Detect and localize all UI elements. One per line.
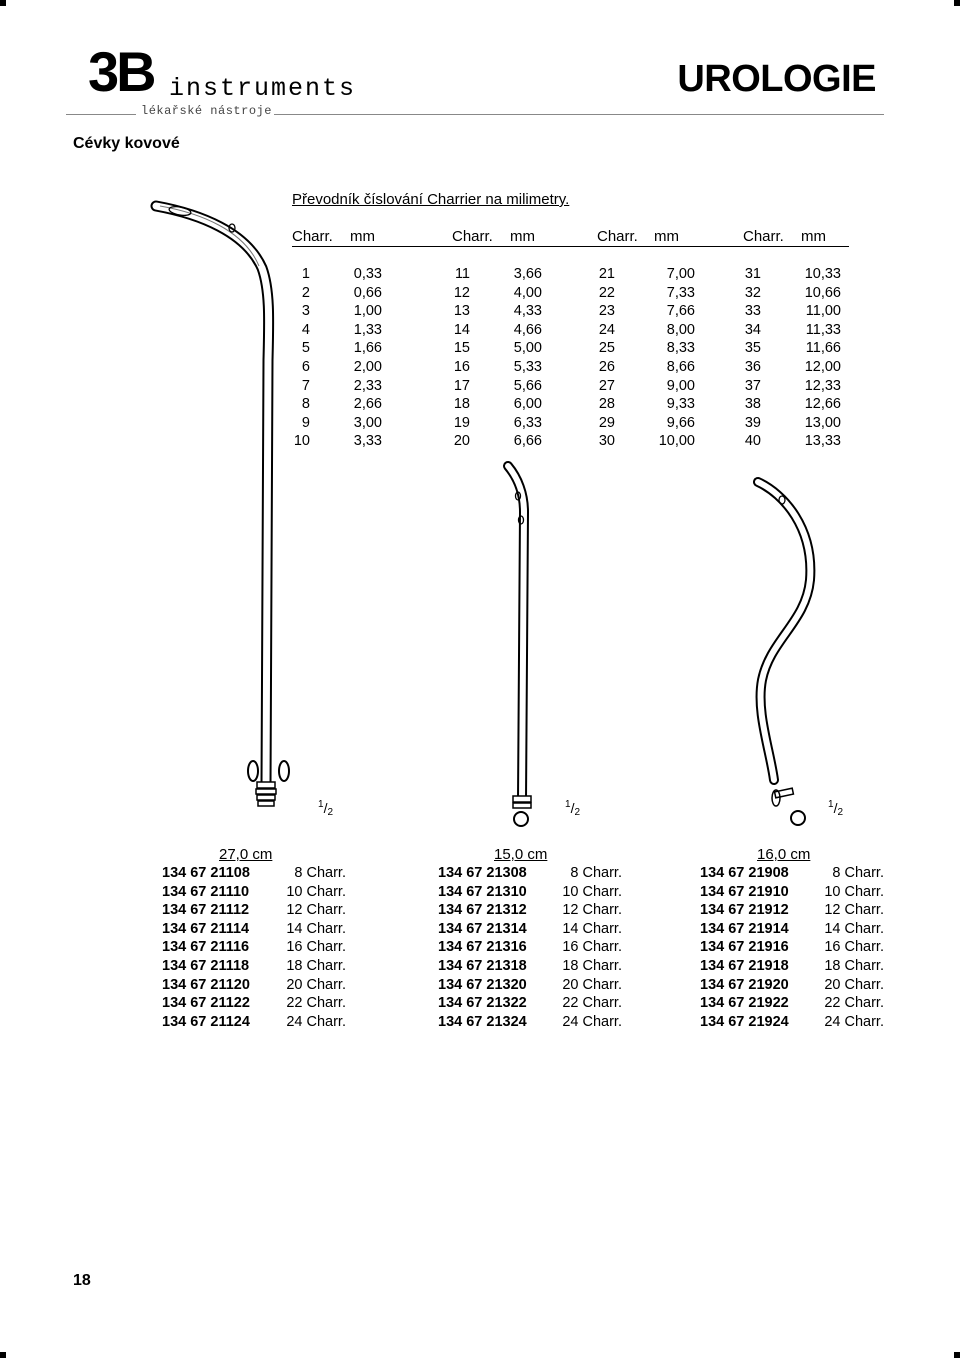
charr-value: 10: [293, 433, 310, 450]
corner-mark-br: [954, 1352, 960, 1358]
catheter-long-icon: [156, 205, 289, 806]
mm-value: 2,66: [353, 396, 382, 413]
product-length-3: 16,0 cm: [757, 846, 811, 863]
product-row: [438, 920, 622, 939]
mm-value: 0,66: [353, 284, 382, 301]
product-code: 134 67 21910: [700, 883, 789, 900]
charr-value: 38: [744, 396, 761, 413]
product-row: [162, 864, 346, 883]
product-code: 134 67 21122: [162, 995, 250, 1012]
product-row: [700, 1013, 884, 1032]
header-mm-1: mm: [350, 228, 375, 245]
mm-value: 4,33: [513, 303, 542, 320]
product-size: 22 Charr.: [286, 995, 346, 1012]
conversion-row: [743, 321, 841, 340]
product-code: 134 67 21116: [162, 939, 250, 956]
conversion-row: [597, 339, 695, 358]
product-size: 18 Charr.: [286, 957, 346, 974]
conversion-header: [292, 228, 849, 247]
mm-value: 6,00: [513, 396, 542, 413]
header-mm-4: mm: [801, 228, 826, 245]
page-number: 18: [73, 1272, 91, 1289]
logo-wordmark: instruments: [169, 74, 357, 103]
logo-subtitle: lékařské nástroje: [141, 104, 272, 118]
conversion-column: [597, 265, 695, 451]
product-size: 8 Charr.: [570, 865, 622, 881]
charr-value: 30: [598, 433, 615, 450]
product-row: [438, 864, 622, 883]
product-row: [162, 976, 346, 995]
mm-value: 7,33: [666, 284, 695, 301]
product-code: 134 67 21912: [700, 902, 789, 919]
charr-value: 27: [598, 377, 615, 394]
product-code: 134 67 21916: [700, 939, 789, 956]
charr-value: 34: [744, 321, 761, 338]
product-row: [162, 920, 346, 939]
mm-value: 5,66: [513, 377, 542, 394]
corner-mark-tr: [954, 0, 960, 6]
conversion-row: [597, 358, 695, 377]
conversion-row: [743, 377, 841, 396]
mm-value: 10,00: [658, 433, 695, 450]
product-row: [438, 976, 622, 995]
mm-value: 11,00: [805, 303, 841, 320]
conversion-column: [743, 265, 841, 451]
conversion-row: [292, 432, 382, 451]
mm-value: 13,00: [804, 414, 841, 431]
charr-value: 21: [598, 266, 615, 282]
charr-value: 16: [453, 358, 470, 375]
category-title: UROLOGIE: [677, 58, 876, 100]
product-row: [438, 883, 622, 902]
product-code: 134 67 21920: [700, 976, 789, 993]
product-code: 134 67 21314: [438, 920, 527, 937]
product-code: 134 67 21308: [438, 865, 527, 881]
header-charr-2: Charr.: [452, 228, 493, 245]
product-size: 10 Charr.: [562, 883, 622, 900]
charr-value: 17: [453, 377, 470, 394]
header-charr-3: Charr.: [597, 228, 638, 245]
product-row: [162, 938, 346, 957]
product-code: 134 67 21124: [162, 1013, 250, 1030]
charr-value: 32: [744, 284, 761, 301]
charr-value: 28: [598, 396, 615, 413]
mm-value: 2,00: [353, 358, 382, 375]
charr-value: 19: [453, 414, 470, 431]
product-length-1: 27,0 cm: [219, 846, 273, 863]
mm-value: 6,33: [513, 414, 542, 431]
conversion-row: [292, 265, 382, 284]
mm-value: 12,66: [804, 396, 841, 413]
mm-value: 12,33: [804, 377, 841, 394]
mm-value: 9,00: [666, 377, 695, 394]
charr-value: 23: [598, 303, 615, 320]
mm-value: 0,33: [353, 266, 382, 282]
mm-value: 8,33: [666, 340, 695, 357]
header-mm-3: mm: [654, 228, 679, 245]
product-size: 24 Charr.: [562, 1013, 622, 1030]
mm-value: 1,33: [353, 321, 382, 338]
mm-value: 8,66: [666, 358, 695, 375]
product-size: 14 Charr.: [286, 920, 346, 937]
product-row: [700, 938, 884, 957]
charr-value: 25: [598, 340, 615, 357]
conversion-row: [292, 339, 382, 358]
scale-label-1: $^1/_2$: [318, 799, 334, 818]
product-code: 134 67 21914: [700, 920, 789, 937]
conversion-row: [452, 321, 542, 340]
conversion-row: [452, 284, 542, 303]
product-size: 18 Charr.: [824, 957, 884, 974]
header-rule-left: [66, 114, 136, 115]
conversion-row: [743, 302, 841, 321]
charr-value: 31: [744, 266, 761, 282]
mm-value: 1,00: [353, 303, 382, 320]
conversion-row: [743, 432, 841, 451]
mm-value: 3,66: [513, 266, 542, 282]
conversion-column: [452, 265, 542, 451]
product-size: 8 Charr.: [294, 865, 346, 881]
mm-value: 11,33: [805, 321, 841, 338]
scale-label-3: $^1/_2$: [828, 799, 844, 818]
product-row: [438, 994, 622, 1013]
charr-value: 36: [744, 358, 761, 375]
mm-value: 5,00: [513, 340, 542, 357]
header-charr-1: Charr.: [292, 228, 333, 245]
product-size: 8 Charr.: [832, 865, 884, 881]
product-code: 134 67 21110: [162, 883, 250, 900]
conversion-row: [452, 395, 542, 414]
charr-value: 40: [744, 433, 761, 450]
conversion-row: [292, 321, 382, 340]
product-row: [438, 901, 622, 920]
product-row: [162, 1013, 346, 1032]
conversion-row: [597, 432, 695, 451]
charr-value: 26: [598, 358, 615, 375]
product-row: [700, 920, 884, 939]
mm-value: 9,66: [666, 414, 695, 431]
mm-value: 13,33: [804, 433, 841, 450]
charr-value: 8: [301, 396, 310, 413]
charr-value: 1: [301, 266, 310, 282]
charr-value: 33: [744, 303, 761, 320]
product-code: 134 67 21318: [438, 957, 527, 974]
product-size: 16 Charr.: [824, 939, 884, 956]
mm-value: 1,66: [353, 340, 382, 357]
product-code: 134 67 21114: [162, 920, 250, 937]
conversion-row: [292, 377, 382, 396]
mm-value: 11,66: [805, 340, 841, 357]
header-rule-right: [274, 114, 884, 115]
conversion-row: [743, 395, 841, 414]
catheter-short-icon: [508, 466, 531, 826]
charr-value: 20: [453, 433, 470, 450]
conversion-row: [597, 265, 695, 284]
conversion-row: [743, 284, 841, 303]
product-code: 134 67 21120: [162, 976, 250, 993]
conversion-row: [743, 339, 841, 358]
mm-value: 3,00: [353, 414, 382, 431]
product-size: 16 Charr.: [562, 939, 622, 956]
product-code: 134 67 21922: [700, 995, 789, 1012]
product-row: [700, 957, 884, 976]
product-row: [700, 994, 884, 1013]
mm-value: 4,00: [513, 284, 542, 301]
charr-value: 6: [301, 358, 310, 375]
conversion-row: [597, 284, 695, 303]
product-size: 20 Charr.: [562, 976, 622, 993]
product-size: 20 Charr.: [824, 976, 884, 993]
product-row: [438, 957, 622, 976]
product-size: 10 Charr.: [286, 883, 346, 900]
logo-3b: 3B: [88, 40, 154, 103]
conversion-row: [292, 414, 382, 433]
mm-value: 7,00: [666, 266, 695, 282]
charr-value: 15: [453, 340, 470, 357]
conversion-row: [292, 284, 382, 303]
product-list: [162, 864, 346, 1031]
charr-value: 13: [453, 303, 470, 320]
product-code: 134 67 21312: [438, 902, 527, 919]
product-code: 134 67 21320: [438, 976, 527, 993]
product-row: [700, 976, 884, 995]
conversion-row: [597, 377, 695, 396]
mm-value: 10,33: [804, 266, 841, 282]
conversion-row: [597, 321, 695, 340]
charr-value: 35: [744, 340, 761, 357]
product-length-2: 15,0 cm: [494, 846, 548, 863]
conversion-row: [292, 302, 382, 321]
conversion-row: [452, 432, 542, 451]
charr-value: 9: [301, 414, 310, 431]
mm-value: 4,66: [513, 321, 542, 338]
product-size: 22 Charr.: [562, 995, 622, 1012]
product-code: 134 67 21322: [438, 995, 527, 1012]
product-code: 134 67 21316: [438, 939, 527, 956]
corner-mark-tl: [0, 0, 6, 6]
product-row: [438, 938, 622, 957]
mm-value: 3,33: [353, 433, 382, 450]
product-code: 134 67 21310: [438, 883, 527, 900]
conversion-row: [597, 414, 695, 433]
product-row: [700, 864, 884, 883]
conversion-row: [292, 395, 382, 414]
charr-value: 22: [598, 284, 615, 301]
charr-value: 4: [301, 321, 310, 338]
mm-value: 6,66: [513, 433, 542, 450]
charr-value: 39: [744, 414, 761, 431]
product-size: 12 Charr.: [286, 902, 346, 919]
product-row: [162, 994, 346, 1013]
conversion-row: [597, 302, 695, 321]
conversion-row: [597, 395, 695, 414]
corner-mark-bl: [0, 1352, 6, 1358]
conversion-row: [452, 414, 542, 433]
product-row: [162, 883, 346, 902]
charr-value: 3: [301, 303, 310, 320]
charr-value: 18: [453, 396, 470, 413]
product-list: [438, 864, 622, 1031]
charr-value: 12: [453, 284, 470, 301]
product-row: [438, 1013, 622, 1032]
product-size: 24 Charr.: [286, 1013, 346, 1030]
product-row: [700, 901, 884, 920]
charr-value: 24: [598, 321, 615, 338]
charr-value: 5: [301, 340, 310, 357]
product-code: 134 67 21112: [162, 902, 250, 919]
mm-value: 10,66: [804, 284, 841, 301]
product-size: 16 Charr.: [286, 939, 346, 956]
section-title: Cévky kovové: [73, 135, 180, 152]
mm-value: 12,00: [804, 358, 841, 375]
charr-value: 7: [301, 377, 310, 394]
charr-value: 11: [454, 266, 470, 282]
mm-value: 7,66: [666, 303, 695, 320]
product-code: 134 67 21108: [162, 865, 250, 881]
conversion-row: [452, 358, 542, 377]
product-code: 134 67 21924: [700, 1013, 789, 1030]
charr-value: 29: [598, 414, 615, 431]
mm-value: 2,33: [353, 377, 382, 394]
product-row: [700, 883, 884, 902]
charr-value: 37: [744, 377, 761, 394]
product-size: 24 Charr.: [824, 1013, 884, 1030]
product-code: 134 67 21118: [162, 957, 250, 974]
product-code: 134 67 21908: [700, 865, 789, 881]
conversion-row: [452, 265, 542, 284]
header-mm-2: mm: [510, 228, 535, 245]
mm-value: 5,33: [513, 358, 542, 375]
product-size: 14 Charr.: [824, 920, 884, 937]
product-size: 14 Charr.: [562, 920, 622, 937]
charr-value: 2: [301, 284, 310, 301]
product-code: 134 67 21324: [438, 1013, 527, 1030]
product-size: 20 Charr.: [286, 976, 346, 993]
conversion-row: [292, 358, 382, 377]
conversion-row: [743, 358, 841, 377]
product-size: 12 Charr.: [562, 902, 622, 919]
product-size: 18 Charr.: [562, 957, 622, 974]
product-size: 12 Charr.: [824, 902, 884, 919]
product-list: [700, 864, 884, 1031]
conversion-row: [743, 414, 841, 433]
scale-label-2: $^1/_2$: [565, 799, 581, 818]
conversion-column: [292, 265, 382, 451]
product-row: [162, 901, 346, 920]
conversion-row: [452, 302, 542, 321]
product-size: 10 Charr.: [824, 883, 884, 900]
product-code: 134 67 21918: [700, 957, 789, 974]
conversion-row: [452, 339, 542, 358]
product-row: [162, 957, 346, 976]
conversion-table-title: Převodník číslování Charrier na milimetry.: [292, 191, 570, 208]
product-size: 22 Charr.: [824, 995, 884, 1012]
header-charr-4: Charr.: [743, 228, 784, 245]
mm-value: 8,00: [666, 321, 695, 338]
conversion-row: [743, 265, 841, 284]
catheter-s-curve-icon: [758, 482, 810, 825]
charr-value: 14: [453, 321, 470, 338]
mm-value: 9,33: [666, 396, 695, 413]
conversion-row: [452, 377, 542, 396]
